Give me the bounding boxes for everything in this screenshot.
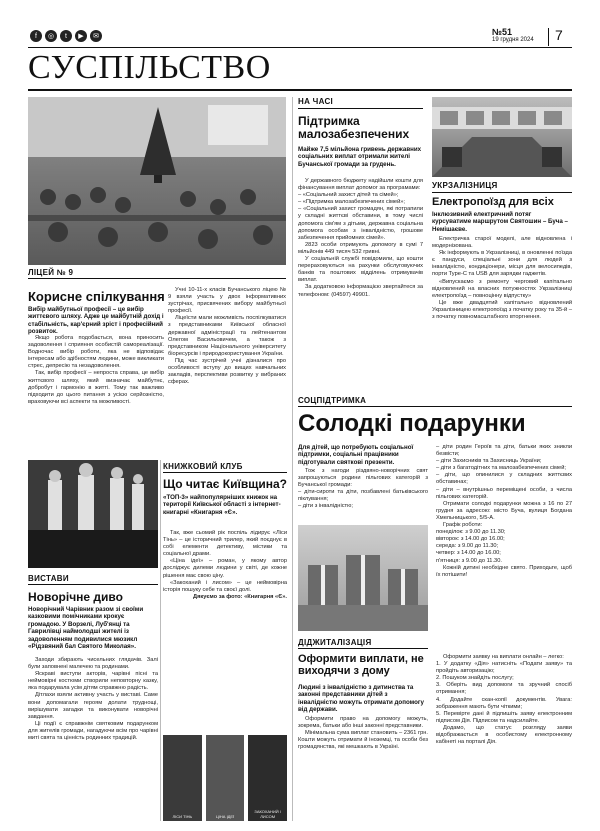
knyzh-body xyxy=(163,530,287,601)
dij-step: 1. У додатку «Дія» натисніть «Подати заяву» та пройдіть авторизацію; xyxy=(436,661,572,675)
soc-list-item: – діти Захисників та Захисниць України; xyxy=(436,458,542,465)
issue-number: №51 xyxy=(492,27,513,37)
ukrz-body xyxy=(432,236,572,321)
book-cover: ЦІНА ІДЕЇ xyxy=(206,735,245,821)
knyzh-credit: Дякуємо за фото: «Книгарня «Є». xyxy=(193,593,287,600)
knyzh-title: Що читає Київщина? xyxy=(163,477,287,491)
dij-tail: Додамо, що статус розгляду заяви відображається в особистому електронному кабінеті на порталі Дія. xyxy=(436,724,572,746)
dij-step: 2. Пошуком знайдіть послугу; xyxy=(436,675,514,682)
soc-schedule-item: п'ятниця: з 9.00 до 11.30. xyxy=(436,557,502,564)
soc-list-item: – діти – внутрішньо переміщені особи, з числа пільгових категорій. xyxy=(436,486,572,500)
soc-schedule-item: вівторок: з 14.00 до 16.00; xyxy=(436,536,505,543)
soc-list-item: – діти з багатодітних та малозабезпечених сімей; xyxy=(436,465,566,472)
naschasi-body xyxy=(298,178,423,299)
dij-body xyxy=(298,716,428,751)
naschasi-title: Підтримка малозабезпечених xyxy=(298,114,410,141)
ukrz-rubric xyxy=(432,181,572,190)
book-cover: ЛІСИ ТІНЬ xyxy=(163,735,202,821)
instagram-icon[interactable]: ◎ xyxy=(45,30,57,42)
soc-schedule-title: Графік роботи: xyxy=(443,522,483,529)
dij-title: Оформити виплати, не виходячи з дому xyxy=(298,653,424,677)
column-rule xyxy=(292,97,293,821)
header-divider xyxy=(548,28,549,46)
vystavy-p3: Дітлахи взяли активну участь у виставі. Саме вони допомагали героям долати труднощі, вирішувати загадки та виконувати новорічні завдання. xyxy=(28,692,158,720)
vystavy-p4: Ці події є справжнім святковим подарунком для жителів громади, нагадуючи всім про чарівні миті свята та цінність родинних традицій. xyxy=(28,720,158,742)
issue-date: 19 грудня 2024 xyxy=(492,37,534,43)
vystavy-rubric-label: ВИСТАВИ xyxy=(28,574,69,583)
lyceum-photo xyxy=(28,97,286,265)
lyceum-col1-p2: Так, вибір професії – непроста справа, це вибір життєвого шляху, який визначає майбутнє, добробут і гармонію в житті. Тому так важливо підходити до цього питання з усією серйозністю, враховуючи всі аспекти та можливості. xyxy=(28,370,164,405)
column-rule xyxy=(160,460,161,821)
soc-schedule-item: середа: з 9.00 до 11.30; xyxy=(436,543,499,550)
social-icons xyxy=(30,30,102,42)
dij-lead: Людині з інвалідністю з дитинства та законні представники дітей з інвалідністю можуть отримати допомогу від держави. xyxy=(298,684,424,714)
train-photo xyxy=(432,97,572,177)
dij-rubric xyxy=(298,638,428,647)
page-number: 7 xyxy=(555,27,563,43)
soc-address: Отримати солодкі подарунки можна з 16 по 27 грудня за адресою: місто Буча, вулиця Богдана Хмельницького, 5/5-А. xyxy=(436,500,572,521)
soc-list-item: – діти, що опинилися у складних життєвих обставинах; xyxy=(436,472,572,486)
vystavy-title: Новорічне диво xyxy=(28,590,123,604)
train-photo-art xyxy=(432,97,572,177)
soc-rubric-label: СОЦПІДТРИМКА xyxy=(298,396,367,405)
dij-step: 5. Перевірте дані й підпишіть заяву електронним підписом Дія. Підписом та надсилайте. xyxy=(436,710,572,724)
soc-title: Солодкі подарунки xyxy=(298,410,526,437)
email-icon[interactable]: ✉ xyxy=(90,30,102,42)
soc-schedule-item: понеділок: з 9.00 до 11.30; xyxy=(436,529,506,536)
naschasi-item: – «Соціальний захист дітей та сімей»; xyxy=(298,192,399,199)
knyzh-rubric xyxy=(163,462,287,471)
youtube-icon[interactable]: ▶ xyxy=(75,30,87,42)
dij-rubric-label: ДІДЖИТАЛІЗАЦІЯ xyxy=(298,638,372,647)
lyceum-title: Корисне спілкування xyxy=(28,289,165,304)
ukrz-lead: Інклюзивний електричний потяг курсуватиме маршрутом Святошин – Буча – Немішаєве. xyxy=(432,211,568,233)
book-cover: ЗАКОХАНИЙ І ЛИСОМ xyxy=(248,735,287,821)
dij-steps xyxy=(436,654,572,746)
knyzh-rubric-rule xyxy=(163,472,287,473)
facebook-icon[interactable]: f xyxy=(30,30,42,42)
vystavy-lead: Новорічний Чарівник разом зі своїми казковими помічниками крокує громадою. У Ворзелі, Луб'янці та Гаврилівці наймолодші жителі із задоволенням подивилися мюзикл «Рідзвяний бал Святого Миколая». xyxy=(28,606,144,651)
vystavy-p1: Заходи збирають чисельних глядачів. Залі були заповнені малечею та родинами. xyxy=(28,657,158,671)
section-rule xyxy=(28,89,572,91)
soc-body-right xyxy=(436,444,572,579)
vystavy-photo-art xyxy=(28,460,158,568)
ukrz-rubric-label: УКРЗАЛІЗНИЦЯ xyxy=(432,181,498,190)
naschasi-item: – «Підтримка малозабезпечених сімей»; xyxy=(298,199,405,206)
ukrz-p3: «Випускаємо з ремонту черговий капітально відновлений на власних потужностях Укрзалізниці електропоїзд – повноцінну відпустку» xyxy=(432,278,572,299)
lyceum-rubric-label: ЛІЦЕЙ № 9 xyxy=(28,268,74,277)
soc-rubric-rule xyxy=(298,406,572,407)
vystavy-p2: Яскраві виступи акторів, чарівні пісні та неймовірні костюми створили неповторну казку, яка подарувала усім дітям справжню радість. xyxy=(28,671,158,692)
vystavy-rubric-rule xyxy=(28,584,158,585)
ukrz-p4: Це вже двадцятий капітально відновлений Укрзалізницею електропоїзд з початку року та 35-й – з початку повномасштабного вторгнення. xyxy=(432,299,572,321)
lyceum-photo-art xyxy=(28,97,286,265)
lyceum-lead: Вибір майбутньої професії – це вибір життєвого шляху. Адже це майбутній дохід і стабільність, кар'єрний зріст і професійний розвиток. xyxy=(28,306,164,336)
soc-list-item: – діти-сироти та діти, позбавлені батьківського піклування; xyxy=(298,489,428,503)
dij-p2: Мінімальна сума виплат становить – 2361 грн. Кошти можуть отримати й іноземці, та особи без громадянства, які мешкають в Україні. xyxy=(298,730,428,751)
naschasi-item: – «Соціальний захист громадян, які потрапили у складні життєві обставини, в тому числі допомога сім'ям з дітьми, державна соціальна допомога особам з інвалідністю, грошове забезпечення прийомних сімей». xyxy=(298,206,423,241)
gifts-photo xyxy=(298,525,428,631)
soc-tail: Кожній дитині необхідне свято. Приходьте, щоб їх потішити! xyxy=(436,564,572,578)
dij-step: 4. Додайте скан-копії документів. Увага: зображення мають бути чіткими; xyxy=(436,696,572,710)
soc-list-item: – діти родин Героїв та діти, батьки яких зникли безвісти; xyxy=(436,444,572,458)
naschasi-rubric-label: НА ЧАСІ xyxy=(298,97,334,106)
naschasi-p1: 2823 особи отримують допомогу в сумі 7 мільйонів 449 тисяч 532 гривні. xyxy=(298,241,423,255)
section-title: СУСПІЛЬСТВО xyxy=(28,49,271,86)
vystavy-rubric xyxy=(28,574,158,583)
ukrz-rubric-rule xyxy=(432,192,572,193)
knyzh-p3: «Закоханий і лисом» – це неймовірна історія пошуку себе та своєї долі. xyxy=(163,579,287,593)
lyceum-col2-p1: Учні 10-11-х класів Бучанського ліцею № 9 взяли участь у двох інформативних зустрічах, присвячених вибору майбутньої професії. xyxy=(168,287,286,315)
naschasi-p3: За додатковою інформацією звертайтеся за телефоном: (04597) 49901. xyxy=(298,284,423,298)
dij-step: 3. Оберіть вид допомоги та зручний спосіб отримання; xyxy=(436,682,572,696)
naschasi-lead: Майже 7,5 мільйона гривень державних соціальних виплат отримали жителі Бучанської громади за грудень. xyxy=(298,146,422,168)
header-rule xyxy=(28,47,572,48)
lyceum-rubric-rule xyxy=(28,278,286,279)
naschasi-intro: У державного бюджету надійшли кошти для фінансування виплат допомог за програмами: xyxy=(298,178,423,192)
dij-steps-intro: Оформити заявку на виплати онлайн – легко: xyxy=(443,654,564,660)
naschasi-p2: У соціальній службі повідомили, що кошти перераховуються на рахунки обслуговуючих банків та поштових відділень отримувачів виплат. xyxy=(298,256,423,284)
lyceum-col2 xyxy=(168,287,286,386)
vystavy-body xyxy=(28,657,158,742)
lyceum-col2-p2: Ліцеїсти мали можливість поспілкуватися з представниками Київської обласної державної адміністрації та лейтенантом Олегом Васильовичем, а також з представником Національного університету біоресурсів і природокористування України. xyxy=(168,315,286,357)
knyzh-p2: «Ціна ідеї» – роман, у якому автор досліджує дилеми людини у світі, де кожне рішення має свою ціну. xyxy=(163,558,287,579)
lyceum-col2-p3: Під час зустрічей учні дізналися про особливості вступу до вищих навчальних закладів, перспективи розвитку у вибраних сферах. xyxy=(168,357,286,386)
soc-body-left xyxy=(298,468,428,511)
soc-list-item: – діти з інвалідністю; xyxy=(298,503,354,510)
knyzh-rubric-label: КНИЖКОВИЙ КЛУБ xyxy=(163,462,243,471)
soc-lead: Для дітей, що потребують соціальної підтримки, соціальні працівники підготували святкові презенти. xyxy=(298,444,414,466)
naschasi-rubric-rule xyxy=(298,108,423,109)
lyceum-col1 xyxy=(28,335,164,406)
vystavy-photo xyxy=(28,460,158,568)
lyceum-rubric xyxy=(28,268,286,277)
soc-schedule-item: четвер: з 14.00 до 16.00; xyxy=(436,550,501,557)
ukrz-title: Електропоїзд для всіх xyxy=(432,196,554,208)
soc-rubric xyxy=(298,396,572,405)
knyzh-lead: «ТОП-3» найпопулярніших книжок на території Київської області з інтернет-книгарні «Книгарня «Є». xyxy=(163,494,281,516)
soc-intro: Тож з нагоди різдвяно-новорічних свят запрошуються родини пільгових категорій з Бучанської громади: xyxy=(298,468,428,489)
telegram-icon[interactable]: t xyxy=(60,30,72,42)
book-covers xyxy=(163,735,287,821)
dij-p1: Оформити право на допомогу можуть, зокрема, батьки або інші законні представники. xyxy=(298,716,428,730)
ukrz-p2: Як інформують в Укрзалізниці, в оновленні поїзда є пандуси, спеціальні зони для людей з інвалідністю, кондиціонери, місця для велосипедів, порти Type-C та USB для зарядки гаджетів. xyxy=(432,250,572,278)
gifts-photo-art xyxy=(298,525,428,631)
naschasi-rubric xyxy=(298,97,423,106)
dij-rubric-rule xyxy=(298,648,428,649)
ukrz-p1: Електричка старої моделі, але відновлена і модернізована. xyxy=(432,236,572,250)
knyzh-p1: Так, вже сьомий рік поспіль лідирує «Ліси Тінь» – це історичний трилер, який поєднує в собі елементи детективу, містики та соціальної драми. xyxy=(163,530,287,558)
lyceum-col1-p1: Якщо робота подобається, вона приносить задоволення і сприяння особистій самореалізації. Водночас вибір роботи, яка не відповідає інтересам або здібностям людини, може викликати стрес, депресію та незадоволення. xyxy=(28,335,164,370)
